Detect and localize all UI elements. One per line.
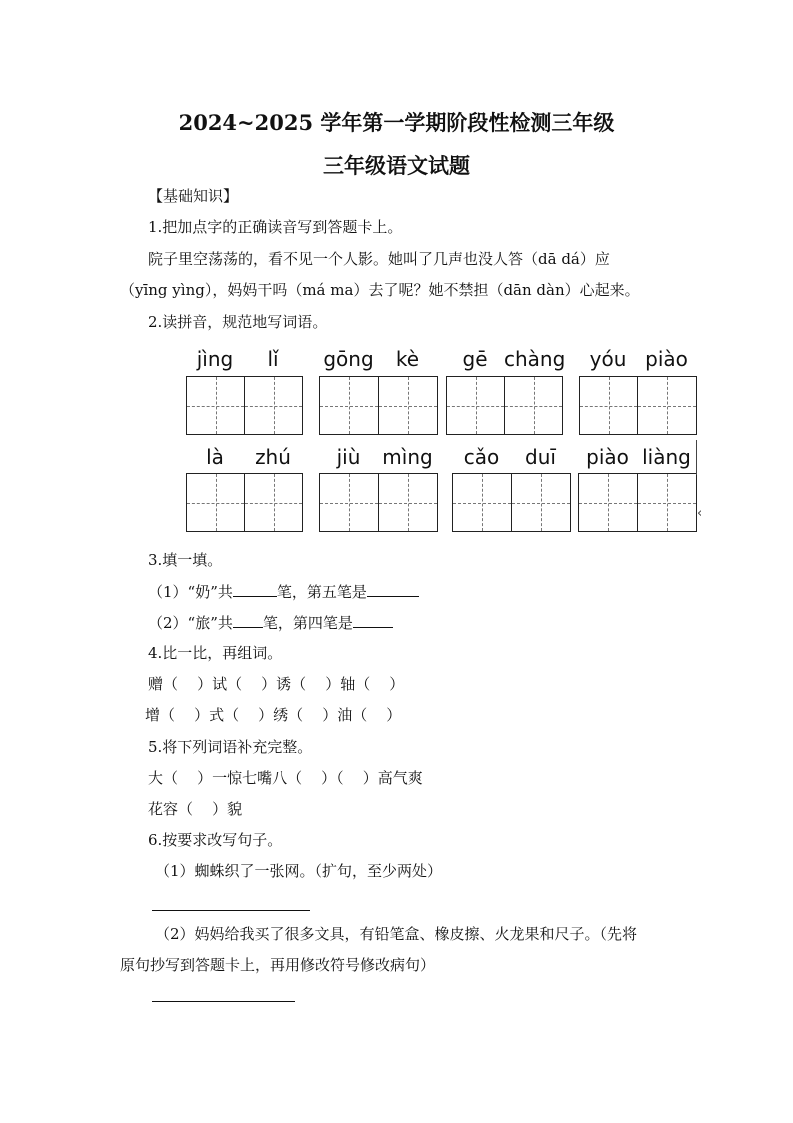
q5-title: 5.将下列词语补充完整。	[148, 738, 313, 756]
pinyin: chàng	[504, 347, 566, 371]
exam-subtitle: 三年级语文试题	[323, 153, 470, 178]
pinyin: jiù	[336, 445, 361, 469]
writing-cell[interactable]	[579, 376, 638, 435]
writing-cell[interactable]	[637, 376, 697, 435]
pinyin: jìng	[196, 347, 234, 371]
answer-blank[interactable]	[233, 581, 277, 597]
q6-part1: （1）蜘蛛织了一张网。（扩句，至少两处）	[155, 862, 443, 880]
writing-cell[interactable]	[378, 473, 438, 532]
q1-title: 1.把加点字的正确读音写到答题卡上。	[148, 218, 403, 236]
q3-part2-prefix: （2）“旅”共	[148, 614, 233, 632]
pinyin: kè	[395, 347, 420, 371]
writing-cell[interactable]	[511, 473, 571, 532]
q4-row1: 赠（ ）试（ ）诱（ ）轴（ ）	[148, 675, 405, 693]
pinyin: duī	[525, 445, 556, 469]
answer-blank[interactable]	[353, 612, 393, 628]
writing-cell[interactable]	[244, 376, 303, 435]
writing-cell[interactable]	[452, 473, 512, 532]
writing-cell[interactable]	[446, 376, 505, 435]
pinyin: lǐ	[267, 347, 279, 371]
q2-title: 2.读拼音，规范地写词语。	[148, 313, 328, 331]
q3-part1-prefix: （1）“奶”共	[148, 583, 233, 601]
answer-line[interactable]	[152, 1001, 295, 1002]
writing-cell[interactable]	[186, 376, 245, 435]
section-heading: 【基础知识】	[148, 187, 239, 205]
answer-blank[interactable]	[233, 612, 263, 628]
pinyin: gōng	[323, 347, 374, 371]
pinyin: gē	[462, 347, 488, 371]
answer-line[interactable]	[152, 910, 310, 911]
q4-title: 4.比一比，再组词。	[148, 644, 283, 662]
q5-line2: 花容（ ）貌	[148, 800, 243, 818]
pinyin: yóu	[589, 347, 627, 371]
writing-cell[interactable]	[578, 473, 638, 532]
writing-cell[interactable]	[319, 473, 379, 532]
q5-line1: 大（ ）一惊七嘴八（ ）（ ）高气爽	[148, 769, 423, 787]
pinyin: piào	[645, 347, 688, 371]
q4-row2: 增（ ）式（ ）绣（ ）油（ ）	[145, 706, 402, 724]
q6-title: 6.按要求改写句子。	[148, 831, 283, 849]
q1-passage-line1: 院子里空荡荡的，看不见一个人影。她叫了几声也没人答（dā dá）应	[148, 250, 610, 268]
writing-cell[interactable]	[319, 376, 379, 435]
pinyin: mìng	[382, 445, 433, 469]
pinyin: cǎo	[463, 445, 500, 469]
q6-part2-line1: （2）妈妈给我买了很多文具，有铅笔盒、橡皮擦、火龙果和尺子。（先将	[155, 925, 638, 943]
writing-cell[interactable]	[244, 473, 303, 532]
q3-part1-mid: 笔，第五笔是	[276, 583, 367, 601]
pinyin: liàng	[642, 445, 691, 469]
answer-blank[interactable]	[367, 581, 419, 597]
pinyin: là	[206, 445, 224, 469]
writing-cell[interactable]	[378, 376, 438, 435]
q3-part1	[148, 581, 419, 602]
margin-arrow-icon: ‹	[697, 506, 703, 521]
q3-part2	[148, 612, 393, 633]
q3-part2-mid: 笔，第四笔是	[262, 614, 353, 632]
pinyin: zhú	[255, 445, 291, 469]
exam-title: 2024~2025 学年第一学期阶段性检测三年级	[178, 110, 615, 135]
margin-mark	[696, 440, 697, 475]
writing-cell[interactable]	[504, 376, 563, 435]
q1-passage-line2: （yīng yìng），妈妈干吗（má ma）去了呢？她不禁担（dān dàn）心起来。	[120, 281, 640, 299]
writing-cell[interactable]	[186, 473, 245, 532]
q3-title: 3.填一填。	[148, 551, 223, 569]
pinyin: piào	[586, 445, 629, 469]
q6-part2-line2: 原句抄写到答题卡上，再用修改符号修改病句）	[120, 956, 436, 974]
writing-cell[interactable]	[637, 473, 697, 532]
